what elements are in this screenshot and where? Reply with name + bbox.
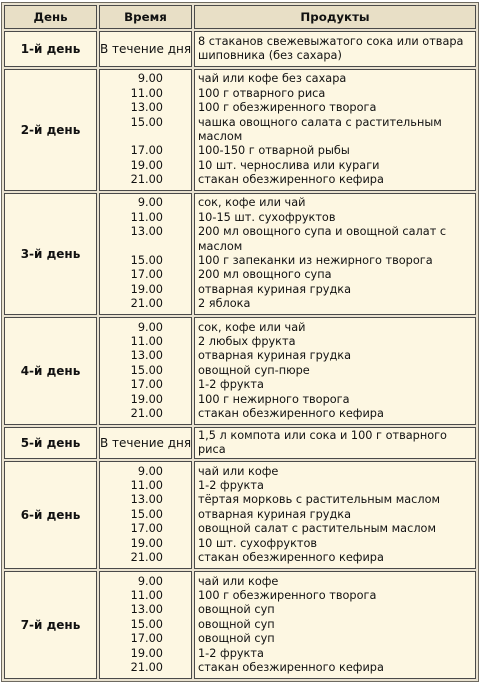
day-cell: 2-й день — [4, 69, 97, 191]
time-entry: 21.00 — [130, 551, 163, 565]
product-entry: 100 г обезжиренного творога — [198, 588, 377, 602]
table-row — [4, 461, 476, 569]
time-entry: 19.00 — [130, 646, 163, 660]
product-entry: 10 шт. сухофруктов — [198, 536, 318, 550]
product-entry: чашка овощного салата с растительным — [198, 115, 442, 129]
products-cell — [194, 317, 476, 425]
header-products: Продукты — [194, 5, 476, 29]
time-entry: 17.00 — [130, 378, 163, 392]
product-entry: тёртая морковь с растительным маслом — [198, 493, 441, 507]
time-entry: 13.00 — [130, 101, 163, 115]
time-entry: 11.00 — [130, 588, 163, 602]
time-entry — [100, 240, 191, 254]
product-entry: стакан обезжиренного кефира — [198, 661, 384, 675]
products-cell — [194, 571, 476, 679]
product-entry: 100 г нежирного творога — [198, 392, 350, 406]
day-cell: 7-й день — [4, 571, 97, 679]
product-entry: чай или кофе без сахара — [198, 72, 347, 86]
product-entry: риса — [198, 443, 226, 456]
time-entry: 11.00 — [130, 86, 163, 100]
product-entry: чай или кофе — [198, 464, 279, 478]
product-entry: сок, кофе или чай — [198, 320, 306, 334]
product-entry: стакан обезжиренного кефира — [198, 407, 384, 421]
time-entry: 15.00 — [130, 363, 163, 377]
products-cell — [194, 69, 476, 191]
table-row — [4, 193, 476, 315]
time-entry: 11.00 — [130, 210, 163, 224]
time-entry — [100, 130, 191, 144]
table-row — [4, 427, 476, 459]
table-row — [4, 69, 476, 191]
product-entry: овощной суп — [198, 617, 275, 631]
time-entry: 17.00 — [130, 632, 163, 646]
products-cell — [194, 427, 476, 459]
product-entry: шиповника (без сахара) — [198, 49, 342, 62]
day-cell: 5-й день — [4, 427, 97, 459]
product-entry: 10-15 шт. сухофруктов — [198, 210, 336, 224]
product-entry: стакан обезжиренного кефира — [198, 551, 384, 565]
time-cell — [99, 69, 192, 191]
time-entry: 17.00 — [130, 268, 163, 282]
day-cell: 4-й день — [4, 317, 97, 425]
time-entry: 19.00 — [130, 158, 163, 172]
time-entry: 13.00 — [130, 349, 163, 363]
product-entry: маслом — [198, 130, 243, 143]
time-entry: 15.00 — [130, 507, 163, 521]
time-entry: 9.00 — [137, 196, 163, 210]
product-entry: отварная куриная грудка — [198, 507, 352, 521]
time-cell — [99, 427, 192, 459]
time-entry: В течение дня — [100, 41, 192, 56]
time-entry: 21.00 — [130, 407, 163, 421]
product-entry: овощной суп — [198, 603, 275, 617]
product-entry: 1-2 фрукта — [198, 646, 264, 660]
time-entry: 13.00 — [130, 603, 163, 617]
table-row — [4, 317, 476, 425]
product-entry: 100 г запеканки из нежирного творога — [198, 254, 433, 267]
table-header-row — [4, 5, 476, 29]
time-cell — [99, 571, 192, 679]
product-entry: 2 любых фрукта — [198, 334, 296, 348]
time-entry: 17.00 — [130, 522, 163, 536]
diet-schedule-table — [1, 2, 479, 682]
product-entry: отварная куриная грудка — [198, 349, 352, 363]
table-row — [4, 31, 476, 67]
header-day: День — [4, 5, 97, 29]
time-entry: 9.00 — [137, 574, 163, 588]
day-cell: 6-й день — [4, 461, 97, 569]
time-entry: 21.00 — [130, 661, 163, 675]
time-entry: 19.00 — [130, 536, 163, 550]
product-entry: 100 г отварного риса — [198, 86, 326, 100]
time-entry: 19.00 — [130, 392, 163, 406]
time-entry: 21.00 — [130, 297, 163, 311]
time-entry: 17.00 — [130, 144, 163, 158]
product-entry: 8 стаканов свежевыжатого сока или отвара — [198, 34, 464, 48]
time-entry: 9.00 — [137, 464, 163, 478]
product-entry: стакан обезжиренного кефира — [198, 173, 384, 187]
products-cell — [194, 461, 476, 569]
time-cell — [99, 317, 192, 425]
time-entry: В течение дня — [100, 435, 192, 450]
time-entry: 11.00 — [130, 334, 163, 348]
time-entry: 19.00 — [130, 282, 163, 296]
product-entry: овощной салат с растительным маслом — [198, 522, 436, 536]
products-cell — [194, 193, 476, 315]
product-entry: отварная куриная грудка — [198, 282, 352, 296]
time-cell — [99, 461, 192, 569]
product-entry: чай или кофе — [198, 574, 279, 588]
time-entry: 13.00 — [130, 225, 163, 239]
day-cell: 3-й день — [4, 193, 97, 315]
time-entry: 9.00 — [137, 72, 163, 86]
product-entry: 200 мл овощного супа и овощной салат с — [198, 225, 447, 239]
product-entry: 100-150 г отварной рыбы — [198, 144, 350, 158]
time-entry: 11.00 — [130, 478, 163, 492]
product-entry: 1,5 л компота или сока и 100 г отварного — [198, 428, 447, 442]
table-body — [4, 31, 476, 679]
table-row — [4, 571, 476, 679]
time-entry: 15.00 — [130, 617, 163, 631]
time-entry: 15.00 — [130, 115, 163, 129]
time-entry: 13.00 — [130, 493, 163, 507]
product-entry: 10 шт. чернослива или кураги — [198, 158, 380, 172]
product-entry: 2 яблока — [198, 297, 251, 311]
products-cell — [194, 31, 476, 67]
time-cell — [99, 193, 192, 315]
product-entry: маслом — [198, 239, 243, 253]
product-entry: овощной суп-пюре — [198, 363, 310, 377]
time-cell — [99, 31, 192, 67]
product-entry: 200 мл овощного супа — [198, 268, 332, 282]
product-entry: 1-2 фрукта — [198, 378, 264, 392]
header-time: Время — [99, 5, 192, 29]
product-entry: сок, кофе или чай — [198, 196, 306, 210]
time-entry: 21.00 — [130, 173, 163, 187]
day-cell: 1-й день — [4, 31, 97, 67]
time-entry: 9.00 — [137, 320, 163, 334]
time-entry: 15.00 — [130, 254, 163, 267]
product-entry: 1-2 фрукта — [198, 478, 264, 492]
product-entry: 100 г обезжиренного творога — [198, 101, 377, 115]
product-entry: овощной суп — [198, 632, 275, 646]
